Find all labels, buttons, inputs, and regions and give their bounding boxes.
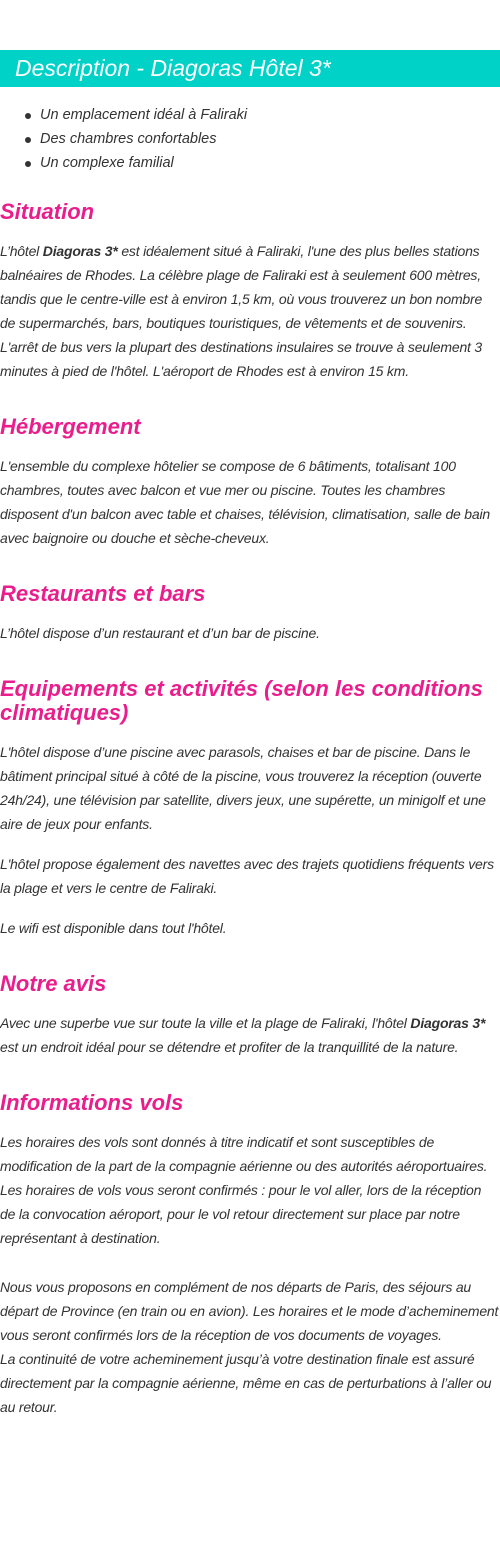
avis-hotel-name: Diagoras 3* xyxy=(410,1015,486,1031)
vols-province-text: Nous vous proposons en complément de nos départs de Paris, des séjours au départ de Province (en train ou en avion). Les horaires et le mode d’acheminement vous seront confirmés lors de la réception de vos documents de voyages. xyxy=(0,1279,499,1343)
equipements-section xyxy=(0,677,500,940)
equipements-heading: Equipements et activités (selon les conditions climatiques) xyxy=(0,676,483,725)
situation-text xyxy=(0,239,500,383)
hebergement-section xyxy=(0,415,500,550)
vols-horaires-text: Les horaires des vols sont donnés à titre indicatif et sont susceptibles de modification de la part de la compagnie aérienne ou des autorités aéroportuaires. xyxy=(0,1134,488,1174)
restaurants-section xyxy=(0,582,500,645)
highlights-list xyxy=(24,103,247,175)
hebergement-text: L'ensemble du complexe hôtelier se compose de 6 bâtiments, totalisant 100 chambres, toutes avec balcon et vue mer ou piscine. Toutes les chambres disposent d'un balcon avec table et chaises, télévision, climatisation, salle de bain avec baignoire ou douche et sèche-cheveux. xyxy=(0,458,490,546)
hotel-name: Diagoras 3* xyxy=(42,243,118,259)
situation-section xyxy=(0,200,500,383)
wifi-text: Le wifi est disponible dans tout l'hôtel. xyxy=(0,920,227,936)
situation-text-start: L’hôtel xyxy=(0,243,43,259)
highlight-item: Un complexe familial xyxy=(24,151,247,175)
situation-heading: Situation xyxy=(0,199,95,224)
situation-text-end: est idéalement situé à Faliraki, l'une des plus belles stations balnéaires de Rhodes. La célèbre plage de Faliraki est à seulement 600 mètres, tandis que le centre-ville est à environ 1,5 km, où vous trouverez un bon nombre de supermarchés, bars, boutiques touristiques, de vêtements et de souvenirs. L'arrêt de bus vers la plupart des destinations insulaires se trouve à seulement 3 minutes à pied de l'hôtel. L'aéroport de Rhodes est à environ 15 km. xyxy=(0,243,483,379)
page-title: Description - Diagoras Hôtel 3* xyxy=(15,55,331,81)
highlight-item: Des chambres confortables xyxy=(24,127,247,151)
avis-text xyxy=(0,1011,500,1059)
vols-continuite-text: La continuité de votre acheminement jusqu’à votre destination finale est assuré directement par la compagnie aérienne, même en cas de perturbations à l’aller ou au retour. xyxy=(0,1351,492,1415)
avis-text-start: Avec une superbe vue sur toute la ville et la plage de Faliraki, l'hôtel xyxy=(0,1015,411,1031)
navettes-text: L'hôtel propose également des navettes avec des trajets quotidiens fréquents vers la plage et vers le centre de Faliraki. xyxy=(0,856,494,896)
avis-text-end: est un endroit idéal pour se détendre et profiter de la tranquillité de la nature. xyxy=(0,1039,459,1055)
highlight-item: Un emplacement idéal à Faliraki xyxy=(24,103,247,127)
vols-heading: Informations vols xyxy=(0,1090,184,1115)
avis-heading: Notre avis xyxy=(0,971,107,996)
description-content xyxy=(0,200,500,1419)
avis-section xyxy=(0,972,500,1059)
restaurants-text: L’hôtel dispose d’un restaurant et d’un bar de piscine. xyxy=(0,625,320,641)
description-banner xyxy=(0,50,500,87)
restaurants-heading: Restaurants et bars xyxy=(0,581,206,606)
vols-section xyxy=(0,1091,500,1419)
equipements-text: L'hôtel dispose d’une piscine avec parasols, chaises et bar de piscine. Dans le bâtiment principal situé à côté de la piscine, vous trouverez la réception (ouverte 24h/24), une télévision par satellite, divers jeux, une supérette, un minigolf et une aire de jeux pour enfants. xyxy=(0,744,486,832)
vols-confirmation-text: Les horaires de vols vous seront confirmés : pour le vol aller, lors de la réception de la convocation aéroport, pour le vol retour directement sur place par notre représentant à destination. xyxy=(0,1182,482,1246)
hebergement-heading: Hébergement xyxy=(0,414,141,439)
